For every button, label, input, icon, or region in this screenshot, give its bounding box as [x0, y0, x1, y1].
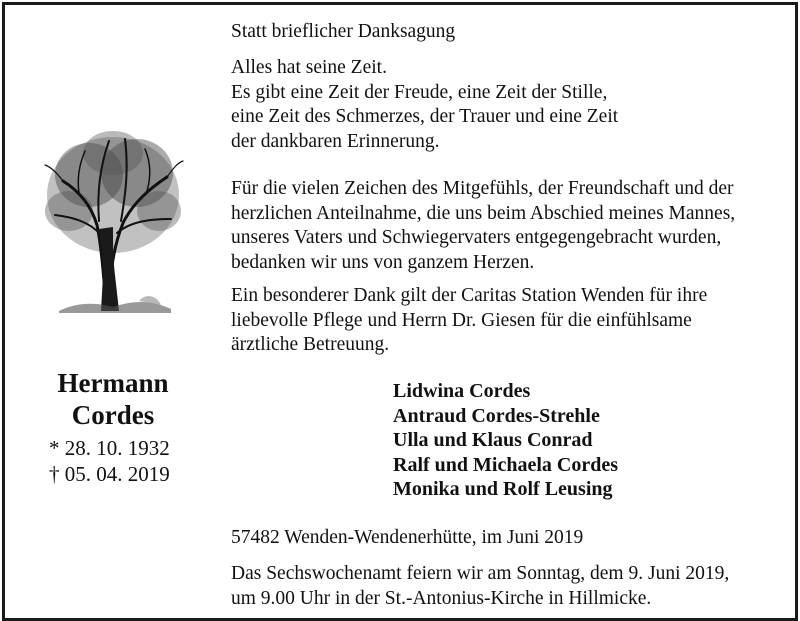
- signer-name: Ulla und Klaus Conrad: [393, 429, 593, 452]
- poem-line: Es gibt eine Zeit der Freude, eine Zeit der Stille,: [231, 81, 608, 103]
- signer-name: Monika und Rolf Leusing: [393, 478, 613, 501]
- signer-name: Ralf und Michaela Cordes: [393, 453, 618, 476]
- header-text: Statt brieflicher Danksagung: [231, 21, 456, 42]
- poem-line: eine Zeit des Schmerzes, der Trauer und eine Zeit: [231, 106, 619, 127]
- special-thanks-line: Ein besonderer Dank gilt der Caritas Station Wenden für ihre: [231, 285, 708, 306]
- death-date: † 05. 04. 2019: [49, 462, 170, 486]
- signers-list: [393, 379, 618, 502]
- special-thanks-line: ärztliche Betreuung.: [231, 334, 390, 355]
- poem-line: Alles hat seine Zeit.: [231, 57, 387, 78]
- thanks-line: unseres Vaters und Schwiegervaters entgegengebracht wurden,: [231, 227, 722, 248]
- birth-date: * 28. 10. 1932: [49, 436, 170, 460]
- signer-name: Lidwina Cordes: [393, 380, 531, 402]
- deceased-last-name: Cordes: [71, 400, 155, 430]
- service-line: Das Sechswochenamt feiern wir am Sonntag, dem 9. Juni 2019,: [231, 563, 730, 584]
- special-thanks-line: liebevolle Pflege und Herrn Dr. Giesen für die einfühlsame: [231, 309, 692, 331]
- tree-illustration: [39, 125, 187, 313]
- thanks-line: Für die vielen Zeichen des Mitgefühls, der Freundschaft und der: [231, 178, 734, 199]
- poem-line: der dankbaren Erinnerung.: [231, 130, 440, 152]
- thanks-line: bedanken wir uns von ganzem Herzen.: [231, 251, 535, 273]
- deceased-first-name: Hermann: [57, 368, 169, 398]
- signer-name: Antraud Cordes-Strehle: [393, 404, 600, 427]
- thanks-line: herzlichen Anteilnahme, die uns beim Abschied meines Mannes,: [231, 202, 736, 224]
- obituary-card: [2, 2, 798, 621]
- place-date: 57482 Wenden-Wendenerhütte, im Juni 2019: [231, 527, 584, 548]
- service-line: um 9.00 Uhr in der St.-Antonius-Kirche in Hillmicke.: [231, 587, 652, 609]
